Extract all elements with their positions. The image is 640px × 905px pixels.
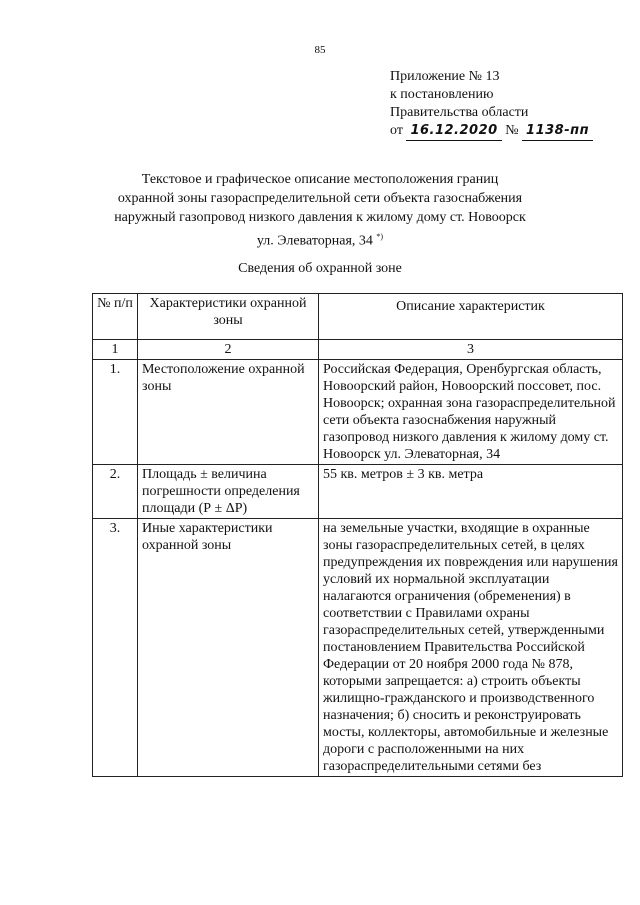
date-prefix: от [390,123,403,138]
table-row [93,360,623,465]
footnote-mark: *) [376,232,384,241]
document-title [0,170,640,251]
table-row [93,465,623,519]
row-description: на земельные участки, входящие в охранные зоны газораспределительных сетей, в целях предупреждения их повреждения или нарушения условий их нормальной эксплуатации налагаются ограничения (обременения) в соответствии с Правилами охраны газораспределительных сетей, утвержденными постановлением Правительства Российской Федерации от 20 ноября 2000 года № 878, которыми запрещается: а) строить объекты жилищно-гражданского и производственного назначения; б) сносить и реконструировать мосты, коллекторы, автомобильные и железные дороги с расположенными на них газораспределительными сетями без [319,519,623,777]
row-characteristic: Иные характеристики охранной зоны [138,519,319,777]
row-characteristic: Площадь ± величина погрешности определения площади (Р ± ΔР) [138,465,319,519]
appendix-date-line [390,122,593,141]
title-address: ул. Элеваторная, 34 [256,233,373,249]
appendix-block [390,68,593,141]
number-prefix: № [505,123,519,138]
title-line-4 [0,227,640,251]
column-number-3: 3 [319,340,623,360]
title-line-2: охранной зоны газораспределительной сети объекта газоснабжения [117,191,523,206]
row-num: 1. [93,360,138,465]
page-number: 85 [314,44,326,56]
table-row [93,519,623,777]
handwritten-number: 1138-пп [522,122,593,141]
header-description: Описание характеристик [319,294,623,340]
title-line-3: наружный газопровод низкого давления к жилому дому ст. Новоорск [114,210,526,225]
row-num: 2. [93,465,138,519]
header-characteristic: Характеристики охранной зоны [138,294,319,340]
row-description: 55 кв. метров ± 3 кв. метра [319,465,623,519]
header-num: № п/п [93,294,138,340]
row-num: 3. [93,519,138,777]
section-subtitle: Сведения об охранной зоне [238,261,402,276]
title-line-1: Текстовое и графическое описание местоположения границ [141,172,499,187]
appendix-line-1: Приложение № 13 [390,69,500,84]
zone-table [92,293,623,777]
appendix-line-3: Правительства области [390,105,529,120]
column-number-2: 2 [138,340,319,360]
appendix-line-2: к постановлению [390,87,494,102]
column-number-1: 1 [93,340,138,360]
handwritten-date: 16.12.2020 [406,122,501,141]
row-description: Российская Федерация, Оренбургская область, Новоорский район, Новоорский поссовет, пос. Новоорск; охранная зона газораспределительной сети объекта газоснабжения наружный газопровод низкого давления к жилому дому ст. Новоорск ул. Элеваторная, 34 [319,360,623,465]
row-characteristic: Местоположение охранной зоны [138,360,319,465]
table-header-row [93,294,623,340]
table-column-numbers [93,340,623,360]
